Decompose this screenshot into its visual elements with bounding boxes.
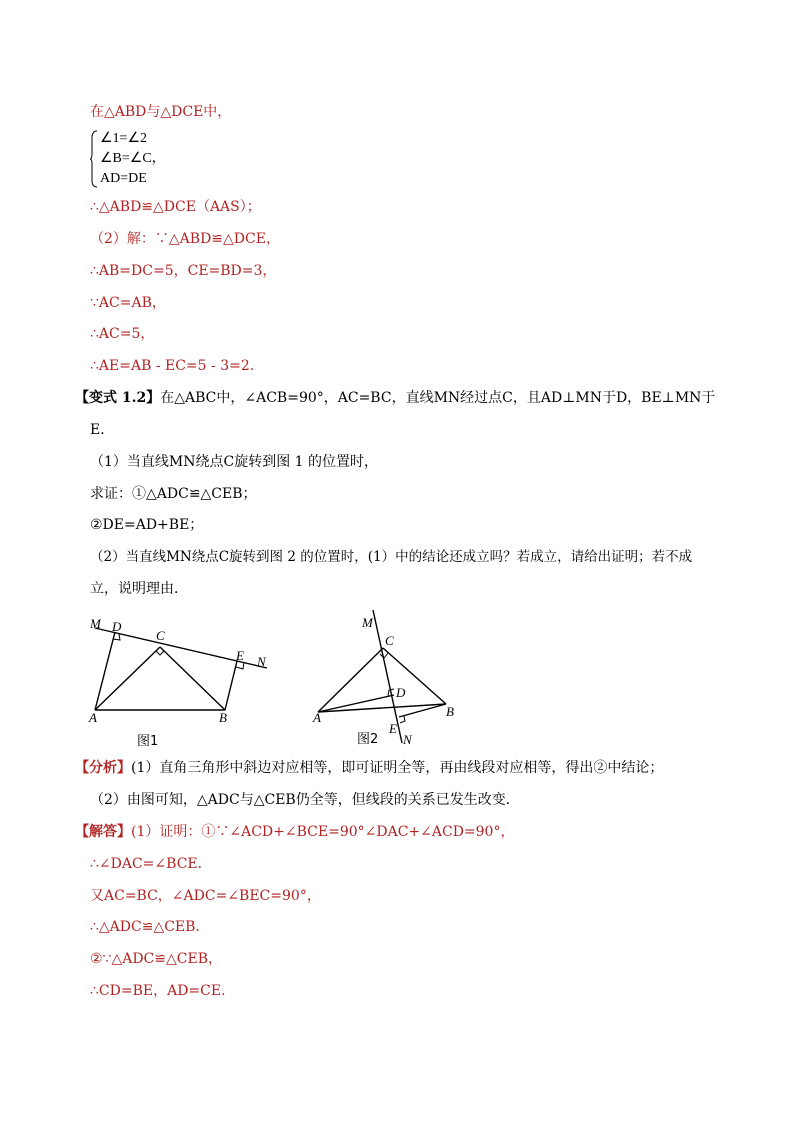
fig1-label-a: A	[89, 710, 97, 725]
fig1-label-b: B	[219, 710, 227, 725]
part2-line-4: ∴AC=5，	[90, 326, 155, 342]
variant-stem-line-2: E．	[90, 422, 115, 438]
fig2-label-a: A	[313, 710, 321, 725]
system-line-1: ∠1=∠2	[100, 131, 147, 146]
figure-2-caption: 图2	[357, 732, 379, 747]
answer-line-5: ②∵△ADC≌△CEB，	[90, 951, 222, 967]
fig1-segment-be	[225, 661, 237, 710]
fig2-label-n: N	[403, 732, 412, 747]
fig2-line-mn	[373, 610, 402, 743]
answer-line-2: ∴∠DAC=∠BCE．	[90, 856, 212, 872]
fig2-right-angle-c	[380, 653, 388, 658]
fig2-label-m: M	[362, 615, 373, 630]
fig2-label-b: B	[446, 704, 454, 719]
answer-line-3: 又AC=BC，∠ADC=∠BEC=90°，	[90, 888, 321, 904]
answer-line-1	[75, 822, 514, 842]
question-1: （1）当直线MN绕点C旋转到图 1 的位置时，	[90, 454, 379, 470]
system-line-3: AD=DE	[100, 171, 147, 186]
variant-tag: 【变式 1.2】	[75, 390, 161, 406]
part2-line-2: ∴AB=DC=5，CE=BD=3，	[90, 263, 277, 279]
fig1-label-c: C	[156, 628, 165, 643]
conclusion-line: ∴△ABD≌△DCE（AAS）；	[90, 199, 261, 215]
figure-2	[310, 605, 470, 750]
answer-line-4: ∴△ADC≌△CEB．	[90, 919, 210, 935]
analysis-tag: 【分析】	[75, 760, 131, 776]
figure-1	[85, 612, 285, 752]
system-line-2: ∠B=∠C，	[100, 151, 166, 166]
variant-stem-a: 在△ABC中，∠ACB=90°，AC=BC，直线MN经过点C，且AD⊥MN于D，BE⊥MN于	[160, 390, 716, 406]
part2-line-1: （2）解：∵△ABD≌△DCE，	[90, 231, 280, 247]
fig2-label-c: C	[385, 633, 394, 648]
intro-line: 在△ABD与△DCE中，	[90, 104, 232, 120]
part2-line-5: ∴AE=AB - EC=5 - 3=2．	[90, 358, 264, 374]
answer-line-6: ∴CD=BE，AD=CE．	[90, 983, 236, 999]
variant-stem-line-1	[75, 388, 715, 408]
left-brace-icon	[90, 130, 98, 188]
analysis-line-1	[75, 758, 663, 778]
fig1-segment-ac	[95, 647, 160, 710]
answer-text-1: (1）证明：①∵∠ACD+∠BCE=90°∠DAC+∠ACD=90°，	[131, 824, 515, 840]
fig1-label-d: D	[112, 619, 122, 634]
fig2-segment-ac	[318, 648, 383, 712]
fig1-label-n: N	[257, 654, 266, 669]
answer-tag: 【解答】	[75, 824, 131, 840]
figure-1-caption: 图1	[137, 734, 159, 749]
analysis-text-1: (1）直角三角形中斜边对应相等，即可证明全等，再由线段对应相等，得出②中结论；	[131, 760, 664, 776]
question-2-line-2: 立，说明理由．	[90, 581, 188, 597]
fig1-label-m: M	[90, 616, 101, 631]
fig1-label-e: E	[236, 648, 244, 663]
fig1-segment-ad	[95, 632, 115, 710]
analysis-line-2: （2）由图可知，△ADC与△CEB仍全等，但线段的关系已发生改变．	[90, 792, 520, 808]
fig2-label-e: E	[389, 721, 397, 736]
fig2-label-d: D	[396, 685, 406, 700]
question-2-line-1: （2）当直线MN绕点C旋转到图 2 的位置时，(1）中的结论还成立吗？若成立，请给出证明；若不成	[90, 549, 693, 565]
fig1-right-angle-c	[156, 651, 164, 655]
part2-line-3: ∵AC=AB，	[90, 295, 166, 311]
question-1-prove-2: ②DE=AD+BE；	[90, 517, 204, 533]
question-1-prove: 求证：①△ADC≌△CEB；	[90, 486, 257, 502]
